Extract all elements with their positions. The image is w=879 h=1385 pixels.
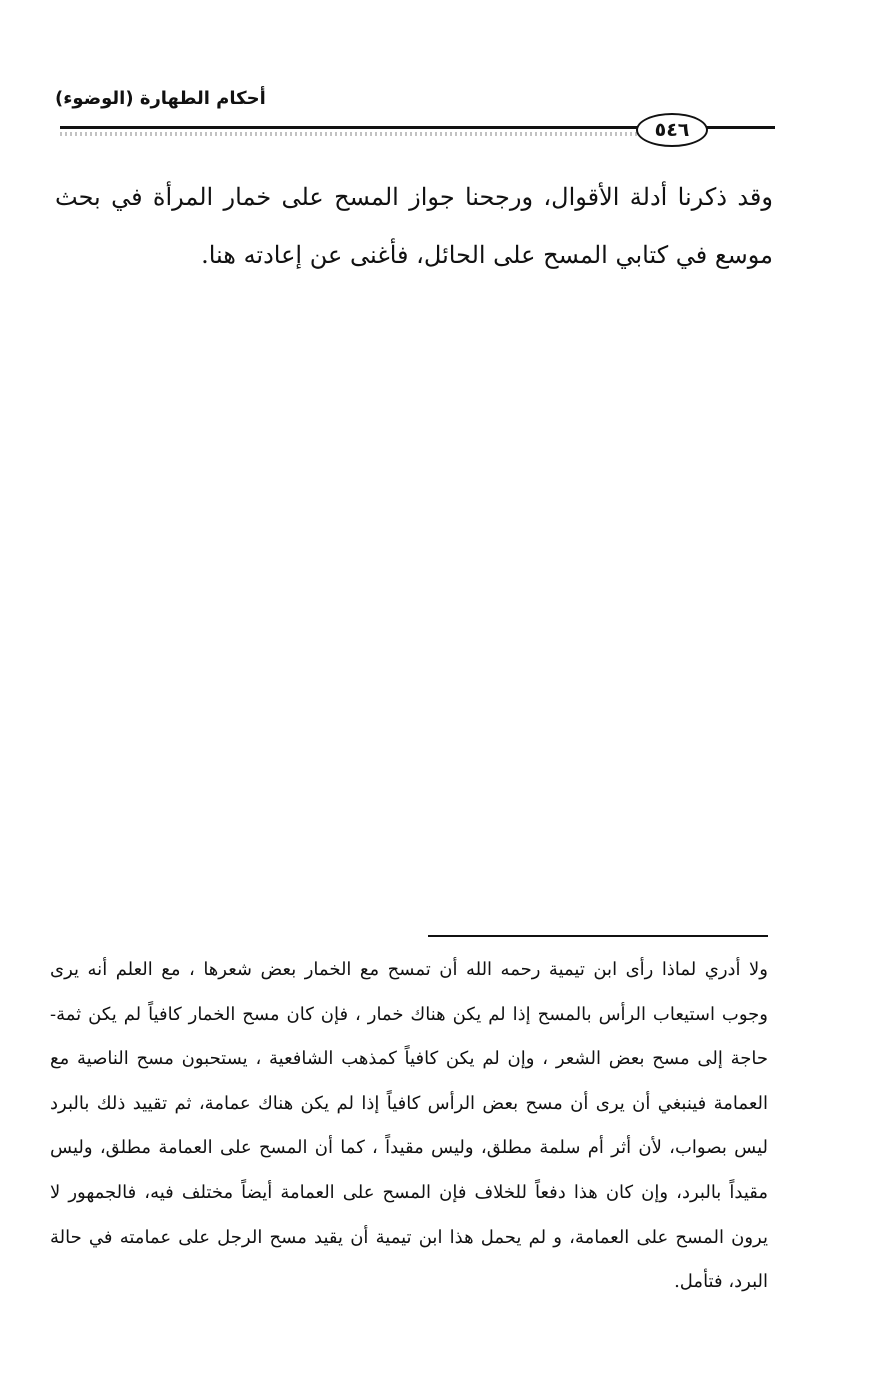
- header-rule-shade: [60, 132, 640, 136]
- running-title: أحكام الطهارة (الوضوء): [55, 88, 266, 109]
- footnote-rule: [428, 935, 768, 937]
- footnote: [50, 948, 768, 1305]
- body-paragraph: وقد ذكرنا أدلة الأقوال، ورجحنا جواز المسح على خمار المرأة في بحث موسع في كتابي المسح على الحائل، فأغنى عن إعادته هنا.: [55, 183, 773, 269]
- body-text: [55, 168, 773, 284]
- page-number: ٥٤٦: [636, 113, 708, 147]
- footnote-paragraph: ولا أدري لماذا رأى ابن تيمية رحمه الله أن تمسح مع الخمار بعض شعرها ، مع العلم أنه يرى وجوب استيعاب الرأس بالمسح إذا لم يكن هناك خمار ، فإن كان مسح الخمار كافياً لم يكن ثمة-حاجة إلى مسح بعض الشعر ، وإن لم يكن كافياً كمذهب الشافعية ، يستحبون مسح الناصية مع العمامة فينبغي أن يرى أن مسح بعض الرأس كافياً إذا لم يكن هناك عمامة، ثم تقييد ذلك بالبرد ليس بصواب، لأن أثر أم سلمة مطلق، وليس مقيداً ، كما أن المسح على العمامة مطلق، وليس مقيداً بالبرد، وإن كان هذا دفعاً للخلاف فإن المسح على العمامة أيضاً مختلف فيه، فالجمهور لا يرون المسح على العمامة، و لم يحمل هذا ابن تيمية أن يقيد مسح الرجل على عمامته في حالة البرد، فتأمل.: [50, 959, 768, 1293]
